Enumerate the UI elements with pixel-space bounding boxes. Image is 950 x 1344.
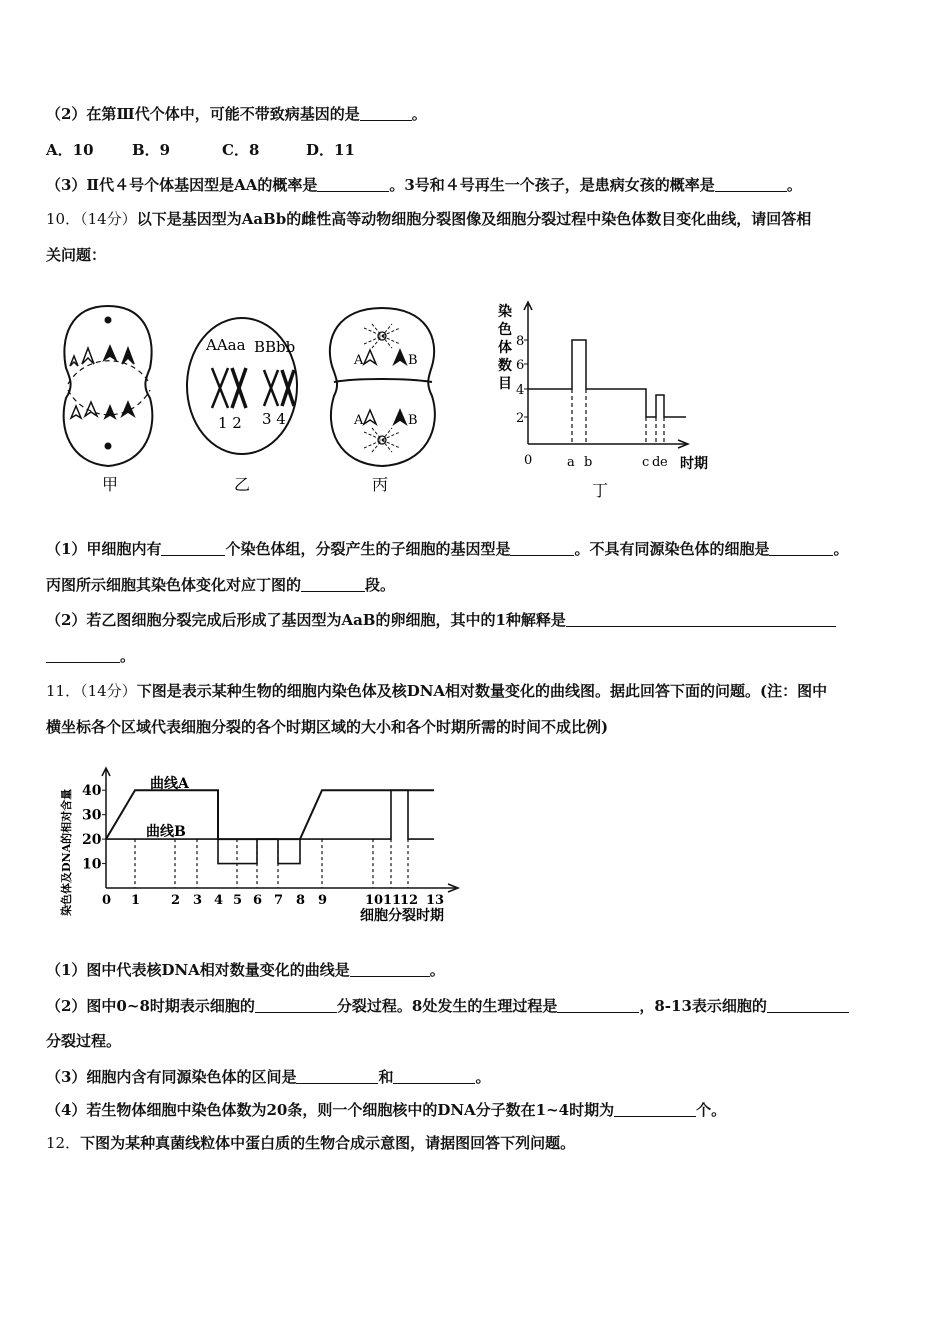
- answer-blank[interactable]: [566, 612, 836, 627]
- svg-text:2: 2: [516, 411, 525, 426]
- chart-ylabel: 染色体及DNA的相对含量: [60, 788, 73, 916]
- x-tick-label: 10: [365, 893, 384, 908]
- q9-sub2: （2）在第Ⅲ代个体中，可能不带致病基因的是 。: [46, 105, 427, 123]
- q10-sub2: （2）若乙图细胞分裂完成后形成了基因型为AaB的卵细胞，其中的1种解释是: [46, 609, 836, 630]
- cell-yi: [187, 318, 297, 454]
- x-tick-label: 1: [131, 893, 141, 908]
- answer-blank[interactable]: [350, 962, 430, 977]
- option-b[interactable]: B．9: [132, 141, 171, 159]
- answer-blank[interactable]: [614, 1102, 696, 1117]
- ding-xlabel: 时期: [680, 456, 708, 472]
- label-bing: 丙: [372, 475, 389, 494]
- q12-stem: 12．下图为某种真菌线粒体中蛋白质的生物合成示意图，请据图回答下列问题。: [46, 1134, 576, 1152]
- cell-jia: [64, 306, 153, 466]
- x-tick-label: 11: [383, 893, 402, 908]
- svg-text:0: 0: [524, 453, 533, 468]
- q11-stem-line2: 横坐标各个区域代表细胞分裂的各个时期区域的大小和各个时期所需的时间不成比例): [46, 718, 609, 736]
- option-d[interactable]: D．11: [306, 141, 355, 159]
- q11-sub3: （3）细胞内含有同源染色体的区间是 和 。: [46, 1068, 491, 1086]
- yi-numbers-right: 3 4: [262, 410, 286, 428]
- q11-sub4: （4）若生物体细胞中染色体数为20条，则一个细胞核中的DNA分子数在1~4时期为 个。: [46, 1101, 727, 1119]
- answer-blank[interactable]: [769, 541, 833, 556]
- y-tick-label: 40: [82, 783, 102, 800]
- answer-blank[interactable]: [46, 648, 120, 663]
- q10-sub1: （1）甲细胞内有 个染色体组，分裂产生的子细胞的基因型是 。不具有同源染色体的细胞是 。: [46, 540, 849, 558]
- svg-text:e: e: [660, 455, 668, 470]
- answer-blank[interactable]: [557, 998, 639, 1013]
- bing-gene-b-top: B: [408, 353, 418, 368]
- x-tick-label: 4: [214, 893, 224, 908]
- x-tick-label: 13: [426, 893, 445, 908]
- ding-curve: [528, 340, 686, 417]
- yi-gene-b: BBbb: [254, 338, 296, 356]
- cell-bing: [330, 308, 435, 466]
- chart-xlabel: 细胞分裂时期: [360, 908, 444, 924]
- svg-text:d: d: [652, 455, 661, 470]
- svg-text:4: 4: [516, 383, 525, 398]
- answer-blank[interactable]: [360, 106, 412, 121]
- q9-options: [46, 139, 355, 160]
- x-tick-label: 9: [318, 893, 328, 908]
- svg-text:6: 6: [516, 358, 525, 373]
- label-ding: 丁: [592, 481, 609, 500]
- q10-sub1-line2: 丙图所示细胞其染色体变化对应丁图的 段。: [46, 576, 396, 594]
- option-c[interactable]: C．8: [222, 141, 260, 159]
- q10-figure: [46, 298, 736, 510]
- graph-ding: [497, 302, 708, 500]
- x-tick-label: 5: [233, 893, 243, 908]
- jia-chromosomes: [70, 346, 134, 418]
- answer-blank[interactable]: [317, 177, 389, 192]
- svg-text:8: 8: [516, 334, 525, 349]
- q10-sub2-line2: 。: [46, 645, 135, 666]
- x-tick-label: 8: [296, 893, 306, 908]
- answer-blank[interactable]: [161, 541, 225, 556]
- q11-chart: [46, 756, 466, 928]
- x-tick-label: 0: [102, 893, 112, 908]
- curve-b-label: 曲线B: [146, 824, 186, 840]
- svg-text:b: b: [584, 455, 593, 470]
- svg-text:c: c: [642, 455, 650, 470]
- label-yi: 乙: [234, 475, 251, 494]
- y-tick-label: 10: [82, 856, 102, 873]
- option-a[interactable]: A．10: [46, 141, 94, 159]
- x-tick-label: 7: [274, 893, 284, 908]
- answer-blank[interactable]: [767, 998, 849, 1013]
- ding-ylabel: 染色体数目: [498, 304, 512, 392]
- bing-chromosomes: [364, 350, 406, 424]
- q9-sub3: （3）Ⅱ代４号个体基因型是AA的概率是 。3号和４号再生一个孩子，是患病女孩的概率是 。: [46, 176, 802, 194]
- x-tick-label: 12: [400, 893, 419, 908]
- yi-gene-a: AAaa: [206, 336, 246, 354]
- curve-a-label: 曲线A: [150, 776, 189, 792]
- x-tick-label: 6: [253, 893, 263, 908]
- yi-numbers-left: 1 2: [218, 414, 242, 432]
- answer-blank[interactable]: [393, 1069, 475, 1084]
- q11-stem-line1: 11．（14分）下图是表示某种生物的细胞内染色体及核DNA相对数量变化的曲线图。据此回答下面的问题。(注：图中: [46, 682, 828, 700]
- q11-sub2: （2）图中0~8时期表示细胞的 分裂过程。8处发生的生理过程是 ，8-13表示细胞的: [46, 995, 849, 1016]
- answer-blank[interactable]: [510, 541, 574, 556]
- q10-stem-line1: 10．（14分）以下是基因型为AaBb的雌性高等动物细胞分裂图像及细胞分裂过程中染色体数目变化曲线，请回答相: [46, 210, 812, 228]
- answer-blank[interactable]: [715, 177, 787, 192]
- bing-gene-a-bottom: A: [354, 413, 364, 428]
- answer-blank[interactable]: [296, 1069, 378, 1084]
- chart-marks: [82, 768, 458, 908]
- svg-text:a: a: [567, 455, 575, 470]
- label-jia: 甲: [102, 475, 119, 494]
- y-tick-label: 30: [82, 807, 102, 824]
- y-tick-label: 20: [82, 832, 102, 849]
- bing-gene-a-top: A: [354, 353, 364, 368]
- answer-blank[interactable]: [301, 577, 365, 592]
- q11-sub2-line2: 分裂过程。: [46, 1032, 122, 1050]
- bing-gene-b-bottom: B: [408, 413, 418, 428]
- x-tick-label: 2: [171, 893, 181, 908]
- q11-sub1: （1）图中代表核DNA相对数量变化的曲线是 。: [46, 961, 445, 979]
- answer-blank[interactable]: [255, 998, 337, 1013]
- q10-stem-line2: 关问题：: [46, 246, 107, 264]
- x-tick-label: 3: [193, 893, 203, 908]
